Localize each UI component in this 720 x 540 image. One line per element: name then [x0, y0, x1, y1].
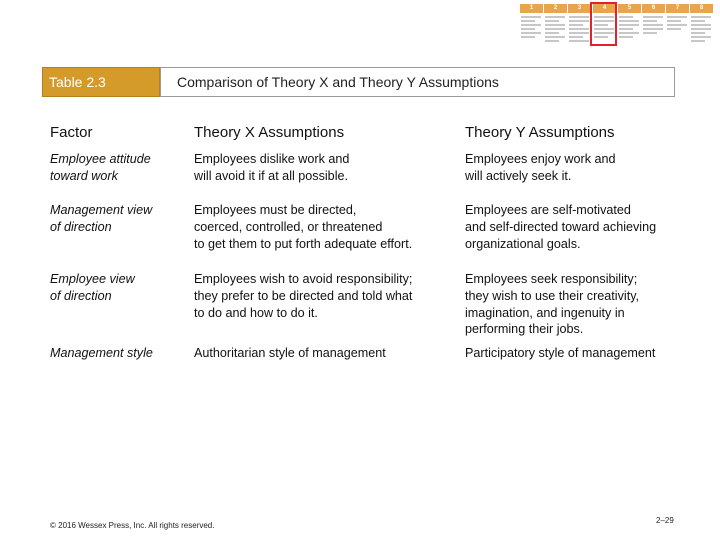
chapter-number: 2 [544, 4, 567, 13]
chapter-tab-3[interactable] [568, 4, 591, 46]
chapter-number: 4 [593, 4, 616, 13]
chapter-tab-8[interactable] [690, 4, 713, 46]
cell-line: Employees must be directed, [194, 203, 357, 217]
page-number: 2–29 [656, 516, 674, 525]
cell-line: Authoritarian style of management [194, 346, 386, 360]
cell-line: to do and how to do it. [194, 305, 318, 320]
chapter-number: 8 [690, 4, 713, 13]
table-row [50, 149, 690, 200]
column-header-theory-y: Theory Y Assumptions [465, 124, 615, 141]
table-number-label: Table 2.3 [42, 67, 160, 97]
table-header-row [50, 118, 690, 149]
cell-line: Employees seek responsibility; [465, 272, 638, 286]
chapter-number: 3 [568, 4, 591, 13]
chapter-summary-lines [520, 16, 543, 38]
cell-line: Participatory style of management [465, 346, 656, 360]
cell-line: they wish to use their creativity, [465, 288, 640, 303]
theory-x-cell [194, 271, 465, 321]
cell-line: Employee attitude [50, 152, 151, 166]
cell-line: will avoid it if at all possible. [194, 168, 348, 183]
column-header-factor: Factor [50, 124, 93, 141]
chapter-number: 5 [618, 4, 641, 13]
cell-line: Management view [50, 203, 153, 217]
chapter-summary-lines [544, 16, 567, 42]
table-row [50, 268, 690, 345]
chapter-tab-2[interactable] [544, 4, 567, 46]
copyright-notice: © 2016 Wessex Press, Inc. All rights reserved. [50, 521, 215, 530]
theory-x-cell [194, 345, 465, 362]
factor-cell [50, 151, 194, 185]
cell-line: performing their jobs. [465, 322, 584, 337]
cell-line: imagination, and ingenuity in [465, 305, 625, 320]
theory-y-cell [465, 151, 690, 185]
cell-line: Management style [50, 346, 153, 360]
cell-line: Employees wish to avoid responsibility; [194, 272, 413, 286]
chapter-tab-7[interactable] [666, 4, 689, 46]
chapter-tab-5[interactable] [618, 4, 641, 46]
cell-line: organizational goals. [465, 236, 581, 251]
current-chapter-highlight [590, 2, 617, 46]
cell-line: of direction [50, 288, 112, 303]
factor-cell [50, 345, 194, 362]
chapter-navigator [520, 4, 715, 48]
chapter-summary-lines [568, 16, 591, 42]
factor-cell [50, 202, 194, 236]
chapter-tab-6[interactable] [642, 4, 665, 46]
theory-y-cell [465, 271, 690, 338]
cell-line: toward work [50, 168, 118, 183]
chapter-summary-lines [666, 16, 689, 30]
factor-cell [50, 271, 194, 305]
comparison-table [50, 118, 690, 365]
cell-line: coerced, controlled, or threatened [194, 219, 383, 234]
cell-line: of direction [50, 219, 112, 234]
theory-x-cell [194, 202, 465, 252]
chapter-number: 1 [520, 4, 543, 13]
table-row [50, 345, 690, 365]
column-header-theory-x: Theory X Assumptions [194, 124, 345, 141]
chapter-summary-lines [642, 16, 665, 34]
cell-line: Employee view [50, 272, 135, 286]
cell-line: will actively seek it. [465, 168, 572, 183]
cell-line: to get them to put forth adequate effort. [194, 236, 413, 251]
theory-y-cell [465, 345, 690, 362]
theory-x-cell [194, 151, 465, 185]
cell-line: Employees are self-motivated [465, 203, 631, 217]
table-row [50, 200, 690, 268]
chapter-number: 6 [642, 4, 665, 13]
theory-y-cell [465, 202, 690, 252]
chapter-summary-lines [618, 16, 641, 38]
cell-line: they prefer to be directed and told what [194, 288, 413, 303]
chapter-tab-1[interactable] [520, 4, 543, 46]
table-title: Comparison of Theory X and Theory Y Assumptions [160, 67, 675, 97]
cell-line: Employees enjoy work and [465, 152, 616, 166]
chapter-summary-lines [690, 16, 713, 42]
cell-line: Employees dislike work and [194, 152, 350, 166]
cell-line: and self-directed toward achieving [465, 219, 657, 234]
chapter-number: 7 [666, 4, 689, 13]
